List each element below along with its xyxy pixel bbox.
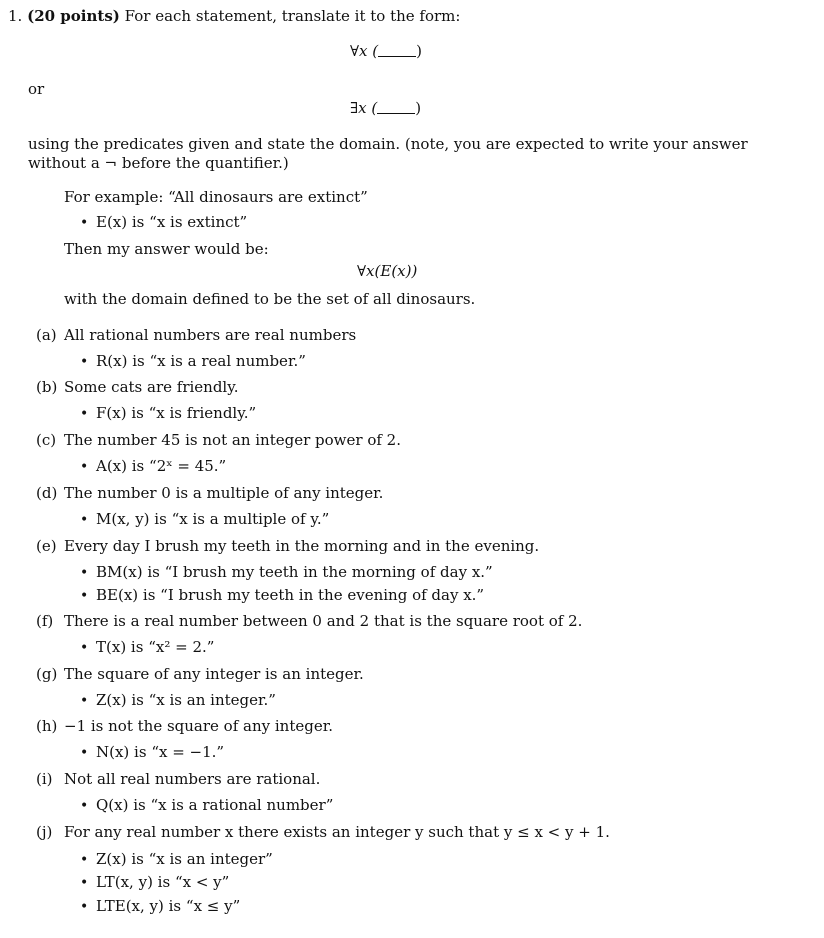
predicate-text: Q(x) is “x is a rational number” xyxy=(96,796,334,814)
exists-prefix: ∃x ( xyxy=(350,99,378,117)
predicate-item xyxy=(80,586,484,605)
bullet-icon: • xyxy=(80,512,89,528)
part-text: All rational numbers are real numbers xyxy=(64,326,357,344)
predicate-text: Z(x) is “x is an integer” xyxy=(96,850,273,868)
part-text: −1 is not the square of any integer. xyxy=(64,717,334,735)
example-answer: ∀x(E(x)) xyxy=(357,262,418,280)
predicate-item xyxy=(80,691,276,710)
predicate-item xyxy=(80,352,306,371)
predicate-text: BM(x) is “I brush my teeth in the morning of day x.” xyxy=(96,563,493,581)
predicate-text: LTE(x, y) is “x ≤ y” xyxy=(96,897,241,915)
predicate-item xyxy=(80,897,240,916)
part-text: Not all real numbers are rational. xyxy=(64,770,321,788)
part-statement xyxy=(36,431,401,449)
part-statement xyxy=(36,665,364,683)
predicate-item xyxy=(80,457,226,476)
part-statement xyxy=(36,326,356,344)
part-label: (f) xyxy=(36,612,54,630)
predicate-item xyxy=(80,743,224,762)
part-label: (b) xyxy=(36,378,58,396)
bullet-icon: • xyxy=(80,875,89,891)
bullet-icon: • xyxy=(80,745,89,761)
part-text: The number 45 is not an integer power of 2. xyxy=(64,431,401,449)
exists-blank xyxy=(377,101,415,114)
part-statement xyxy=(36,823,610,841)
part-statement xyxy=(36,537,539,555)
part-label: (j) xyxy=(36,823,53,841)
part-text: There is a real number between 0 and 2 that is the square root of 2. xyxy=(64,612,583,630)
bullet-icon: • xyxy=(80,406,89,422)
part-text: Some cats are friendly. xyxy=(64,378,239,396)
instructions: using the predicates given and state the domain. (note, you are expected to write your answer without a ¬ before the quantifier.) xyxy=(28,135,748,172)
part-label: (e) xyxy=(36,537,57,555)
part-label: (c) xyxy=(36,431,57,449)
bullet-icon: • xyxy=(80,459,89,475)
bullet-icon: • xyxy=(80,215,89,231)
part-text: The number 0 is a multiple of any integer. xyxy=(64,484,384,502)
predicate-item xyxy=(80,638,214,657)
problem-number: 1. xyxy=(8,7,23,25)
problem-intro: For each statement, translate it to the form: xyxy=(124,7,461,25)
predicate-text: Z(x) is “x is an integer.” xyxy=(96,691,276,709)
predicate-text: R(x) is “x is a real number.” xyxy=(96,352,306,370)
part-text: Every day I brush my teeth in the morning and in the evening. xyxy=(64,537,540,555)
exists-close: ) xyxy=(415,99,422,117)
predicate-item xyxy=(80,796,333,815)
form-exists xyxy=(350,99,421,117)
part-statement xyxy=(36,717,333,735)
example-intro: For example: “All dinosaurs are extinct” xyxy=(64,188,368,206)
example-domain: with the domain defined to be the set of all dinosaurs. xyxy=(64,290,476,308)
part-statement xyxy=(36,378,238,396)
bullet-icon: • xyxy=(80,354,89,370)
bullet-icon: • xyxy=(80,899,89,915)
predicate-item xyxy=(80,850,273,869)
bullet-icon: • xyxy=(80,588,89,604)
predicate-text: M(x, y) is “x is a multiple of y.” xyxy=(96,510,330,528)
bullet-icon: • xyxy=(80,852,89,868)
problem-header xyxy=(8,7,460,25)
bullet-icon: • xyxy=(80,693,89,709)
part-label: (i) xyxy=(36,770,53,788)
part-text: For any real number x there exists an integer y such that y ≤ x < y + 1. xyxy=(64,823,610,841)
or-text: or xyxy=(28,80,45,98)
forall-blank xyxy=(378,44,416,57)
predicate-text: LT(x, y) is “x < y” xyxy=(96,873,230,891)
predicate-item xyxy=(80,510,329,529)
example-predicate: E(x) is “x is extinct” xyxy=(96,213,248,231)
part-label: (g) xyxy=(36,665,58,683)
predicate-text: T(x) is “x² = 2.” xyxy=(96,638,215,656)
bullet-icon: • xyxy=(80,798,89,814)
part-statement xyxy=(36,612,582,630)
predicate-text: F(x) is “x is friendly.” xyxy=(96,404,257,422)
forall-close: ) xyxy=(416,42,422,60)
form-forall xyxy=(350,42,422,60)
bullet-icon: • xyxy=(80,640,89,656)
predicate-text: BE(x) is “I brush my teeth in the evening of day x.” xyxy=(96,586,485,604)
part-label: (h) xyxy=(36,717,58,735)
part-label: (d) xyxy=(36,484,58,502)
forall-prefix: ∀x ( xyxy=(350,42,379,60)
problem-points: (20 points) xyxy=(27,7,120,25)
predicate-item xyxy=(80,873,229,892)
example-then: Then my answer would be: xyxy=(64,240,269,258)
predicate-text: A(x) is “2ˣ = 45.” xyxy=(96,457,227,475)
predicate-item xyxy=(80,404,256,423)
part-label: (a) xyxy=(36,326,57,344)
part-statement xyxy=(36,770,320,788)
predicate-item xyxy=(80,563,493,582)
part-statement xyxy=(36,484,383,502)
predicate-text: N(x) is “x = −1.” xyxy=(96,743,225,761)
part-text: The square of any integer is an integer. xyxy=(64,665,364,683)
example-predicate-item xyxy=(80,213,247,232)
bullet-icon: • xyxy=(80,565,89,581)
